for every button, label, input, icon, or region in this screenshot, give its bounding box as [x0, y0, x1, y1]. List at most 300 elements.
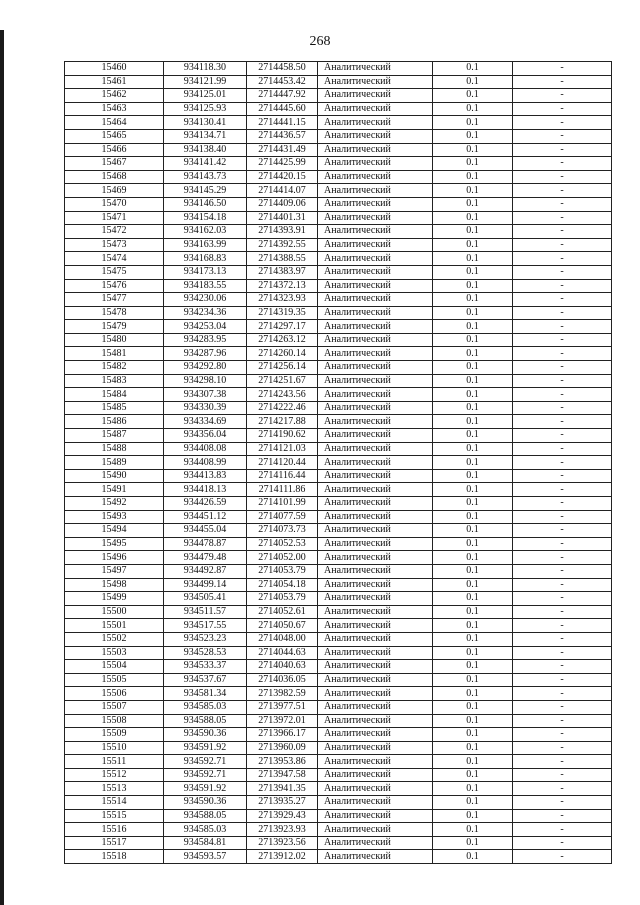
table-row: [65, 333, 612, 347]
note-cell: -: [513, 741, 612, 755]
method-cell: Аналитический: [318, 89, 433, 103]
note-cell: -: [513, 170, 612, 184]
method-cell: Аналитический: [318, 197, 433, 211]
method-cell: Аналитический: [318, 401, 433, 415]
point-id-cell: 15480: [65, 333, 164, 347]
note-cell: -: [513, 184, 612, 198]
table-row: [65, 293, 612, 307]
point-id-cell: 15461: [65, 75, 164, 89]
method-cell: Аналитический: [318, 755, 433, 769]
point-id-cell: 15492: [65, 497, 164, 511]
y-coordinate-cell: 2713941.35: [247, 782, 318, 796]
note-cell: -: [513, 157, 612, 171]
y-coordinate-cell: 2713935.27: [247, 796, 318, 810]
point-id-cell: 15464: [65, 116, 164, 130]
x-coordinate-cell: 934479.48: [164, 551, 247, 565]
note-cell: -: [513, 129, 612, 143]
y-coordinate-cell: 2714392.55: [247, 238, 318, 252]
y-coordinate-cell: 2714111.86: [247, 483, 318, 497]
table-row: [65, 469, 612, 483]
note-cell: -: [513, 728, 612, 742]
accuracy-cell: 0.1: [433, 728, 513, 742]
accuracy-cell: 0.1: [433, 497, 513, 511]
note-cell: -: [513, 225, 612, 239]
method-cell: Аналитический: [318, 551, 433, 565]
table-row: [65, 157, 612, 171]
y-coordinate-cell: 2714048.00: [247, 632, 318, 646]
y-coordinate-cell: 2714044.63: [247, 646, 318, 660]
y-coordinate-cell: 2713929.43: [247, 809, 318, 823]
table-row: [65, 361, 612, 375]
note-cell: -: [513, 836, 612, 850]
note-cell: -: [513, 333, 612, 347]
table-row: [65, 211, 612, 225]
note-cell: -: [513, 374, 612, 388]
method-cell: Аналитический: [318, 429, 433, 443]
accuracy-cell: 0.1: [433, 673, 513, 687]
y-coordinate-cell: 2714401.31: [247, 211, 318, 225]
point-id-cell: 15485: [65, 401, 164, 415]
x-coordinate-cell: 934408.99: [164, 456, 247, 470]
accuracy-cell: 0.1: [433, 347, 513, 361]
note-cell: -: [513, 456, 612, 470]
y-coordinate-cell: 2714441.15: [247, 116, 318, 130]
x-coordinate-cell: 934523.23: [164, 632, 247, 646]
point-id-cell: 15498: [65, 578, 164, 592]
table-row: [65, 497, 612, 511]
x-coordinate-cell: 934413.83: [164, 469, 247, 483]
x-coordinate-cell: 934125.01: [164, 89, 247, 103]
point-id-cell: 15463: [65, 102, 164, 116]
x-coordinate-cell: 934253.04: [164, 320, 247, 334]
method-cell: Аналитический: [318, 687, 433, 701]
method-cell: Аналитический: [318, 143, 433, 157]
accuracy-cell: 0.1: [433, 320, 513, 334]
accuracy-cell: 0.1: [433, 306, 513, 320]
method-cell: Аналитический: [318, 700, 433, 714]
note-cell: -: [513, 75, 612, 89]
x-coordinate-cell: 934134.71: [164, 129, 247, 143]
x-coordinate-cell: 934418.13: [164, 483, 247, 497]
table-row: [65, 768, 612, 782]
point-id-cell: 15494: [65, 524, 164, 538]
method-cell: Аналитический: [318, 768, 433, 782]
y-coordinate-cell: 2714319.35: [247, 306, 318, 320]
x-coordinate-cell: 934528.53: [164, 646, 247, 660]
table-row: [65, 700, 612, 714]
note-cell: -: [513, 401, 612, 415]
note-cell: -: [513, 700, 612, 714]
note-cell: -: [513, 320, 612, 334]
y-coordinate-cell: 2714458.50: [247, 62, 318, 76]
note-cell: -: [513, 578, 612, 592]
table-row: [65, 687, 612, 701]
point-id-cell: 15496: [65, 551, 164, 565]
method-cell: Аналитический: [318, 225, 433, 239]
y-coordinate-cell: 2713923.56: [247, 836, 318, 850]
note-cell: -: [513, 197, 612, 211]
accuracy-cell: 0.1: [433, 714, 513, 728]
table-row: [65, 347, 612, 361]
accuracy-cell: 0.1: [433, 429, 513, 443]
method-cell: Аналитический: [318, 836, 433, 850]
x-coordinate-cell: 934183.55: [164, 279, 247, 293]
x-coordinate-cell: 934143.73: [164, 170, 247, 184]
note-cell: -: [513, 768, 612, 782]
table-row: [65, 184, 612, 198]
note-cell: -: [513, 415, 612, 429]
note-cell: -: [513, 62, 612, 76]
x-coordinate-cell: 934130.41: [164, 116, 247, 130]
point-id-cell: 15465: [65, 129, 164, 143]
method-cell: Аналитический: [318, 578, 433, 592]
table-row: [65, 456, 612, 470]
accuracy-cell: 0.1: [433, 551, 513, 565]
table-row: [65, 62, 612, 76]
x-coordinate-cell: 934330.39: [164, 401, 247, 415]
y-coordinate-cell: 2714243.56: [247, 388, 318, 402]
x-coordinate-cell: 934492.87: [164, 564, 247, 578]
accuracy-cell: 0.1: [433, 809, 513, 823]
x-coordinate-cell: 934298.10: [164, 374, 247, 388]
x-coordinate-cell: 934287.96: [164, 347, 247, 361]
method-cell: Аналитический: [318, 361, 433, 375]
table-row: [65, 388, 612, 402]
point-id-cell: 15497: [65, 564, 164, 578]
table-row: [65, 741, 612, 755]
note-cell: -: [513, 510, 612, 524]
note-cell: -: [513, 782, 612, 796]
point-id-cell: 15479: [65, 320, 164, 334]
accuracy-cell: 0.1: [433, 129, 513, 143]
point-id-cell: 15515: [65, 809, 164, 823]
note-cell: -: [513, 809, 612, 823]
table-row: [65, 809, 612, 823]
method-cell: Аналитический: [318, 646, 433, 660]
y-coordinate-cell: 2714447.92: [247, 89, 318, 103]
accuracy-cell: 0.1: [433, 62, 513, 76]
x-coordinate-cell: 934307.38: [164, 388, 247, 402]
note-cell: -: [513, 238, 612, 252]
note-cell: -: [513, 483, 612, 497]
y-coordinate-cell: 2714073.73: [247, 524, 318, 538]
method-cell: Аналитический: [318, 823, 433, 837]
note-cell: -: [513, 646, 612, 660]
table-row: [65, 510, 612, 524]
x-coordinate-cell: 934234.36: [164, 306, 247, 320]
point-id-cell: 15513: [65, 782, 164, 796]
method-cell: Аналитический: [318, 62, 433, 76]
x-coordinate-cell: 934592.71: [164, 768, 247, 782]
point-id-cell: 15503: [65, 646, 164, 660]
method-cell: Аналитический: [318, 809, 433, 823]
accuracy-cell: 0.1: [433, 184, 513, 198]
accuracy-cell: 0.1: [433, 687, 513, 701]
table-row: [65, 75, 612, 89]
accuracy-cell: 0.1: [433, 293, 513, 307]
y-coordinate-cell: 2714409.06: [247, 197, 318, 211]
method-cell: Аналитический: [318, 157, 433, 171]
point-id-cell: 15504: [65, 660, 164, 674]
y-coordinate-cell: 2714052.61: [247, 605, 318, 619]
method-cell: Аналитический: [318, 252, 433, 266]
accuracy-cell: 0.1: [433, 605, 513, 619]
accuracy-cell: 0.1: [433, 361, 513, 375]
x-coordinate-cell: 934588.05: [164, 809, 247, 823]
page-number: 268: [309, 34, 331, 49]
table-row: [65, 238, 612, 252]
point-id-cell: 15514: [65, 796, 164, 810]
note-cell: -: [513, 823, 612, 837]
table-row: [65, 197, 612, 211]
table-row: [65, 320, 612, 334]
accuracy-cell: 0.1: [433, 700, 513, 714]
note-cell: -: [513, 469, 612, 483]
point-id-cell: 15512: [65, 768, 164, 782]
method-cell: Аналитический: [318, 415, 433, 429]
y-coordinate-cell: 2714425.99: [247, 157, 318, 171]
x-coordinate-cell: 934591.92: [164, 782, 247, 796]
method-cell: Аналитический: [318, 592, 433, 606]
y-coordinate-cell: 2714040.63: [247, 660, 318, 674]
x-coordinate-cell: 934334.69: [164, 415, 247, 429]
table-row: [65, 619, 612, 633]
y-coordinate-cell: 2714077.59: [247, 510, 318, 524]
y-coordinate-cell: 2714388.55: [247, 252, 318, 266]
table-row: [65, 605, 612, 619]
method-cell: Аналитический: [318, 456, 433, 470]
x-coordinate-cell: 934585.03: [164, 823, 247, 837]
point-id-cell: 15483: [65, 374, 164, 388]
method-cell: Аналитический: [318, 796, 433, 810]
method-cell: Аналитический: [318, 265, 433, 279]
x-coordinate-cell: 934163.99: [164, 238, 247, 252]
accuracy-cell: 0.1: [433, 75, 513, 89]
method-cell: Аналитический: [318, 673, 433, 687]
note-cell: -: [513, 605, 612, 619]
method-cell: Аналитический: [318, 469, 433, 483]
accuracy-cell: 0.1: [433, 483, 513, 497]
y-coordinate-cell: 2714116.44: [247, 469, 318, 483]
table-row: [65, 782, 612, 796]
point-id-cell: 15507: [65, 700, 164, 714]
point-id-cell: 15475: [65, 265, 164, 279]
method-cell: Аналитический: [318, 850, 433, 864]
table-row: [65, 89, 612, 103]
y-coordinate-cell: 2714036.05: [247, 673, 318, 687]
x-coordinate-cell: 934283.95: [164, 333, 247, 347]
method-cell: Аналитический: [318, 116, 433, 130]
accuracy-cell: 0.1: [433, 850, 513, 864]
x-coordinate-cell: 934511.57: [164, 605, 247, 619]
table-row: [65, 401, 612, 415]
y-coordinate-cell: 2714414.07: [247, 184, 318, 198]
method-cell: Аналитический: [318, 170, 433, 184]
point-id-cell: 15467: [65, 157, 164, 171]
method-cell: Аналитический: [318, 619, 433, 633]
table-row: [65, 564, 612, 578]
x-coordinate-cell: 934591.92: [164, 741, 247, 755]
accuracy-cell: 0.1: [433, 619, 513, 633]
y-coordinate-cell: 2713982.59: [247, 687, 318, 701]
table-row: [65, 755, 612, 769]
method-cell: Аналитический: [318, 564, 433, 578]
point-id-cell: 15466: [65, 143, 164, 157]
accuracy-cell: 0.1: [433, 279, 513, 293]
point-id-cell: 15509: [65, 728, 164, 742]
table-row: [65, 429, 612, 443]
y-coordinate-cell: 2714052.00: [247, 551, 318, 565]
point-id-cell: 15470: [65, 197, 164, 211]
note-cell: -: [513, 564, 612, 578]
point-id-cell: 15481: [65, 347, 164, 361]
method-cell: Аналитический: [318, 632, 433, 646]
point-id-cell: 15517: [65, 836, 164, 850]
x-coordinate-cell: 934230.06: [164, 293, 247, 307]
method-cell: Аналитический: [318, 510, 433, 524]
point-id-cell: 15508: [65, 714, 164, 728]
point-id-cell: 15460: [65, 62, 164, 76]
accuracy-cell: 0.1: [433, 592, 513, 606]
accuracy-cell: 0.1: [433, 564, 513, 578]
point-id-cell: 15516: [65, 823, 164, 837]
method-cell: Аналитический: [318, 279, 433, 293]
y-coordinate-cell: 2714431.49: [247, 143, 318, 157]
accuracy-cell: 0.1: [433, 238, 513, 252]
x-coordinate-cell: 934121.99: [164, 75, 247, 89]
point-id-cell: 15495: [65, 537, 164, 551]
method-cell: Аналитический: [318, 388, 433, 402]
method-cell: Аналитический: [318, 741, 433, 755]
accuracy-cell: 0.1: [433, 578, 513, 592]
table-row: [65, 660, 612, 674]
note-cell: -: [513, 524, 612, 538]
point-id-cell: 15505: [65, 673, 164, 687]
table-row: [65, 673, 612, 687]
x-coordinate-cell: 934451.12: [164, 510, 247, 524]
x-coordinate-cell: 934517.55: [164, 619, 247, 633]
method-cell: Аналитический: [318, 728, 433, 742]
point-id-cell: 15490: [65, 469, 164, 483]
table-row: [65, 728, 612, 742]
point-id-cell: 15518: [65, 850, 164, 864]
note-cell: -: [513, 632, 612, 646]
accuracy-cell: 0.1: [433, 660, 513, 674]
x-coordinate-cell: 934162.03: [164, 225, 247, 239]
x-coordinate-cell: 934590.36: [164, 728, 247, 742]
y-coordinate-cell: 2714297.17: [247, 320, 318, 334]
table-row: [65, 374, 612, 388]
note-cell: -: [513, 143, 612, 157]
accuracy-cell: 0.1: [433, 646, 513, 660]
note-cell: -: [513, 619, 612, 633]
point-id-cell: 15478: [65, 306, 164, 320]
table-row: [65, 279, 612, 293]
y-coordinate-cell: 2713960.09: [247, 741, 318, 755]
table-row: [65, 483, 612, 497]
method-cell: Аналитический: [318, 714, 433, 728]
x-coordinate-cell: 934138.40: [164, 143, 247, 157]
point-id-cell: 15506: [65, 687, 164, 701]
point-id-cell: 15472: [65, 225, 164, 239]
point-id-cell: 15469: [65, 184, 164, 198]
y-coordinate-cell: 2714323.93: [247, 293, 318, 307]
y-coordinate-cell: 2714222.46: [247, 401, 318, 415]
y-coordinate-cell: 2714053.79: [247, 592, 318, 606]
method-cell: Аналитический: [318, 497, 433, 511]
method-cell: Аналитический: [318, 75, 433, 89]
accuracy-cell: 0.1: [433, 157, 513, 171]
method-cell: Аналитический: [318, 184, 433, 198]
accuracy-cell: 0.1: [433, 197, 513, 211]
x-coordinate-cell: 934455.04: [164, 524, 247, 538]
y-coordinate-cell: 2714372.13: [247, 279, 318, 293]
method-cell: Аналитический: [318, 306, 433, 320]
note-cell: -: [513, 714, 612, 728]
accuracy-cell: 0.1: [433, 143, 513, 157]
x-coordinate-cell: 934590.36: [164, 796, 247, 810]
note-cell: -: [513, 265, 612, 279]
point-id-cell: 15487: [65, 429, 164, 443]
method-cell: Аналитический: [318, 238, 433, 252]
point-id-cell: 15510: [65, 741, 164, 755]
x-coordinate-cell: 934592.71: [164, 755, 247, 769]
accuracy-cell: 0.1: [433, 755, 513, 769]
accuracy-cell: 0.1: [433, 836, 513, 850]
note-cell: -: [513, 89, 612, 103]
x-coordinate-cell: 934585.03: [164, 700, 247, 714]
note-cell: -: [513, 293, 612, 307]
table-row: [65, 415, 612, 429]
method-cell: Аналитический: [318, 293, 433, 307]
point-id-cell: 15488: [65, 442, 164, 456]
point-id-cell: 15474: [65, 252, 164, 266]
x-coordinate-cell: 934581.34: [164, 687, 247, 701]
x-coordinate-cell: 934118.30: [164, 62, 247, 76]
note-cell: -: [513, 429, 612, 443]
x-coordinate-cell: 934154.18: [164, 211, 247, 225]
accuracy-cell: 0.1: [433, 401, 513, 415]
accuracy-cell: 0.1: [433, 442, 513, 456]
x-coordinate-cell: 934146.50: [164, 197, 247, 211]
note-cell: -: [513, 687, 612, 701]
table-row: [65, 129, 612, 143]
y-coordinate-cell: 2714217.88: [247, 415, 318, 429]
point-id-cell: 15477: [65, 293, 164, 307]
x-coordinate-cell: 934533.37: [164, 660, 247, 674]
accuracy-cell: 0.1: [433, 741, 513, 755]
y-coordinate-cell: 2714050.67: [247, 619, 318, 633]
table-row: [65, 823, 612, 837]
note-cell: -: [513, 755, 612, 769]
point-id-cell: 15473: [65, 238, 164, 252]
y-coordinate-cell: 2714436.57: [247, 129, 318, 143]
method-cell: Аналитический: [318, 524, 433, 538]
point-id-cell: 15501: [65, 619, 164, 633]
y-coordinate-cell: 2714260.14: [247, 347, 318, 361]
method-cell: Аналитический: [318, 347, 433, 361]
y-coordinate-cell: 2714121.03: [247, 442, 318, 456]
note-cell: -: [513, 850, 612, 864]
x-coordinate-cell: 934478.87: [164, 537, 247, 551]
accuracy-cell: 0.1: [433, 537, 513, 551]
y-coordinate-cell: 2714445.60: [247, 102, 318, 116]
note-cell: -: [513, 116, 612, 130]
note-cell: -: [513, 279, 612, 293]
table-row: [65, 116, 612, 130]
point-id-cell: 15500: [65, 605, 164, 619]
x-coordinate-cell: 934588.05: [164, 714, 247, 728]
